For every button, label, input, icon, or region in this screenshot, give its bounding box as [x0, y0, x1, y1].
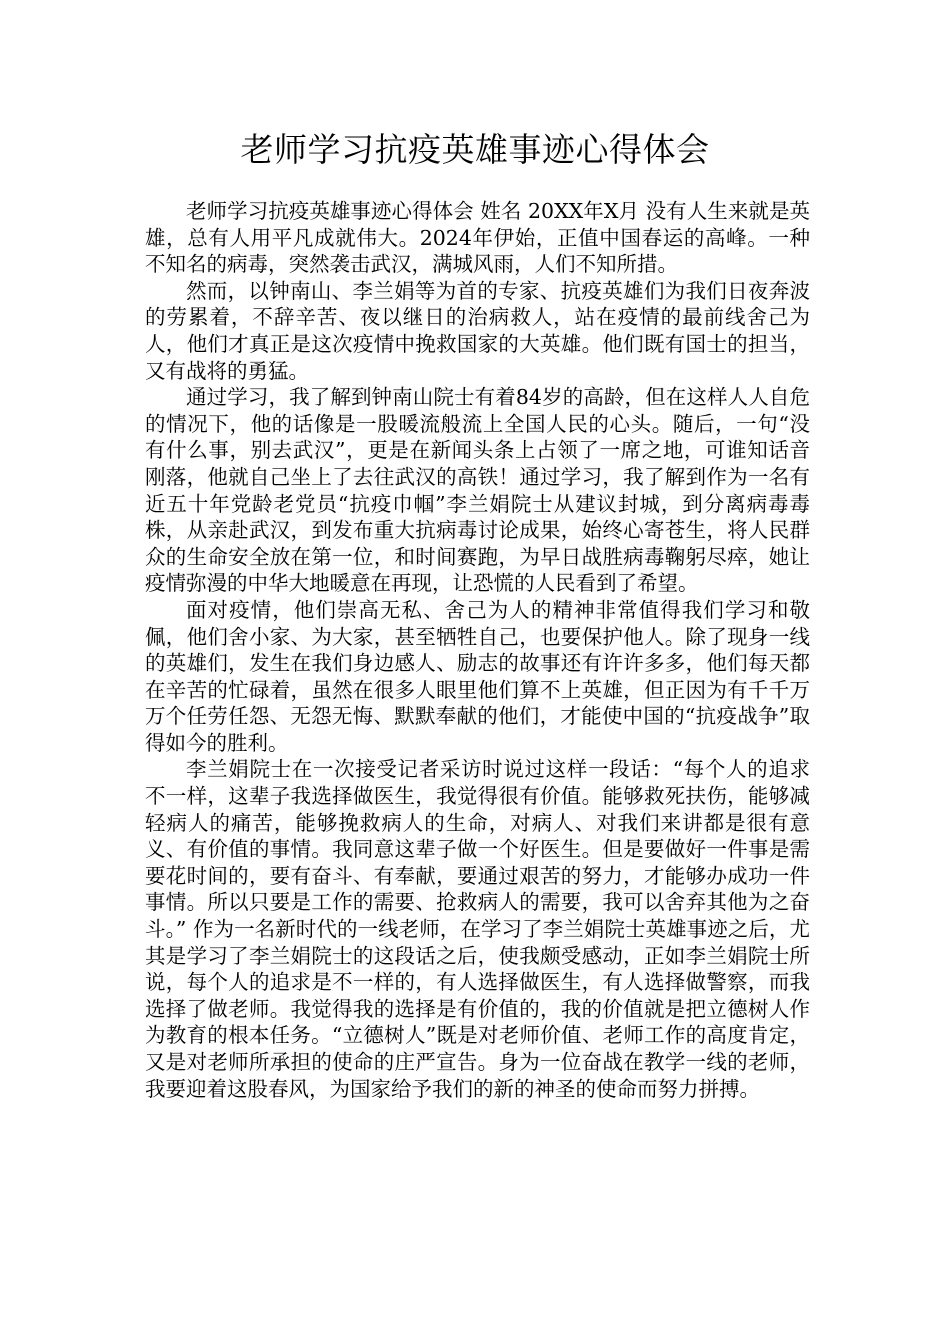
paragraph-li-lanjuan-quote: 李兰娟院士在一次接受记者采访时说过这样一段话：“每个人的追求不一样，这辈子我选择做医生，我觉得很有价值。能够救死扶伤，能够减轻病人的痛苦，能够挽救病人的生命，对病人、对我们来讲都是很有意义、有价值的事情。我同意这辈子做一个好医生。但是要做好一件事是需要花时间的，要有奋斗、有奉献，要通过艰苦的努力，才能够办成功一件事情。所以只要是工作的需要、抢救病人的需要，我可以舍弃其他为之奋斗。” 作为一名新时代的一线老师，在学习了李兰娟院士英雄事迹之后，尤其是学习了李兰娟院士的这段话之后，使我颇受感动，正如李兰娟院士所说，每个人的追求是不一样的，有人选择做医生，有人选择做警察，而我选择了做老师。我觉得我的选择是有价值的，我的价值就是把立德树人作为教育的根本任务。“立德树人”既是对老师价值、老师工作的高度肯定，又是对老师所承担的使命的庄严宣告。身为一位奋战在教学一线的老师，我要迎着这股春风，为国家给予我们的新的神圣的使命而努力拼搏。: [145, 757, 810, 1101]
document-title: 老师学习抗疫英雄事迹心得体会: [240, 130, 710, 169]
paragraph-learning: 通过学习，我了解到钟南山院士有着84岁的高龄，但在这样人人自危的情况下，他的话像是一股暖流般流上全国人民的心头。随后，一句“没有什么事，别去武汉”，更是在新闻头条上占领了一席之地，可谁知话音刚落，他就自己坐上了去往武汉的高铁！通过学习，我了解到作为一名有近五十年党龄老党员“抗疫巾帼”李兰娟院士从建议封城，到分离病毒毒株，从亲赴武汉，到发布重大抗病毒讨论成果，始终心寄苍生，将人民群众的生命安全放在第一位，和时间赛跑，为早日战胜病毒鞠躬尽瘁，她让疫情弥漫的中华大地暖意在再现，让恐慌的人民看到了希望。: [145, 385, 810, 596]
paragraph-intro: 老师学习抗疫英雄事迹心得体会 姓名 20XX年X月 没有人生来就是英雄，总有人用平凡成就伟大。2024年伊始，正值中国春运的高峰。一种不知名的病毒，突然袭击武汉，满城风雨，人们不知所措。: [145, 199, 810, 277]
paragraph-facing-epidemic: 面对疫情，他们崇高无私、舍己为人的精神非常值得我们学习和敬佩，他们舍小家、为大家，甚至牺牲自己，也要保护他人。除了现身一线的英雄们，发生在我们身边感人、励志的故事还有许许多多，他们每天都在辛苦的忙碌着，虽然在很多人眼里他们算不上英雄，但正因为有千千万万个任劳任怨、无怨无悔、默默奉献的他们，才能使中国的“抗疫战争”取得如今的胜利。: [145, 597, 810, 755]
paragraph-experts: 然而，以钟南山、李兰娟等为首的专家、抗疫英雄们为我们日夜奔波的劳累着，不辞辛苦、夜以继日的治病救人，站在疫情的最前线舍己为人，他们才真正是这次疫情中挽救国家的大英雄。他们既有国士的担当，又有战将的勇猛。: [145, 278, 810, 383]
document-body: [145, 198, 810, 1102]
